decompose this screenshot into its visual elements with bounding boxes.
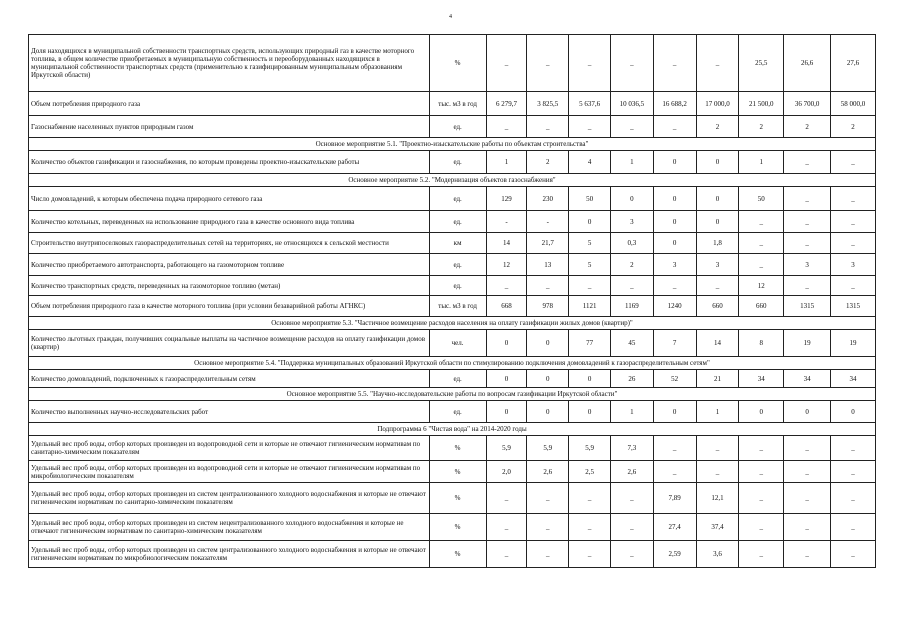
value-cell: -	[486, 211, 527, 233]
value-cell: _	[739, 541, 784, 568]
table-row	[29, 514, 876, 541]
value-cell: 21 500,0	[739, 92, 784, 116]
value-cell: _	[569, 514, 611, 541]
value-cell: 978	[527, 296, 569, 317]
section-title: Основное мероприятие 5.3. "Частичное возмещение расходов населения на оплату газификации жилых домов (квартир)"	[29, 317, 876, 330]
value-cell: _	[569, 483, 611, 514]
value-cell: 13	[527, 254, 569, 276]
value-cell: 6 279,7	[486, 92, 527, 116]
value-cell: _	[527, 276, 569, 296]
section-title: Основное мероприятие 5.5. "Научно-исследовательские работы по вопросам газификации Иркутской области"	[29, 388, 876, 401]
value-cell: _	[653, 276, 696, 296]
unit-cell: %	[429, 541, 486, 568]
section-title: Основное мероприятие 5.2. "Модернизация объектов газоснабжения"	[29, 174, 876, 187]
value-cell: 0	[696, 211, 739, 233]
value-cell: 14	[696, 330, 739, 357]
value-cell: 1	[610, 401, 653, 423]
value-cell: _	[610, 514, 653, 541]
value-cell: 27,6	[831, 35, 876, 92]
indicator-name: Количество объектов газификации и газоснабжения, по которым проведены проектно-изыскательские работы	[29, 151, 430, 174]
value-cell: 2	[739, 116, 784, 138]
value-cell: 5	[569, 254, 611, 276]
section-row	[29, 317, 876, 330]
table-row	[29, 276, 876, 296]
value-cell: 2,0	[486, 461, 527, 483]
value-cell: 26	[610, 370, 653, 388]
value-cell: _	[784, 187, 831, 211]
value-cell: 34	[784, 370, 831, 388]
value-cell: 21,7	[527, 233, 569, 254]
value-cell: 2,6	[527, 461, 569, 483]
indicator-name: Количество льготных граждан, получивших социальные выплаты на частичное возмещение расходов на оплату газификации домов (квартир)	[29, 330, 430, 357]
value-cell: 2	[831, 116, 876, 138]
value-cell: 50	[739, 187, 784, 211]
value-cell: _	[831, 211, 876, 233]
value-cell: 0	[610, 187, 653, 211]
value-cell: 5,9	[569, 436, 611, 461]
indicator-name: Количество выполненных научно-исследовательских работ	[29, 401, 430, 423]
value-cell: 7,89	[653, 483, 696, 514]
value-cell: _	[486, 35, 527, 92]
value-cell: 58 000,0	[831, 92, 876, 116]
value-cell: _	[739, 461, 784, 483]
value-cell: 0	[527, 370, 569, 388]
unit-cell: ед.	[429, 151, 486, 174]
unit-cell: тыс. м3 в год	[429, 296, 486, 317]
value-cell: 1315	[784, 296, 831, 317]
value-cell: 1121	[569, 296, 611, 317]
value-cell: 0	[696, 151, 739, 174]
value-cell: 0	[569, 401, 611, 423]
unit-cell: %	[429, 35, 486, 92]
section-row	[29, 138, 876, 151]
unit-cell: %	[429, 461, 486, 483]
value-cell: 660	[696, 296, 739, 317]
value-cell: 0	[486, 370, 527, 388]
table-row	[29, 296, 876, 317]
value-cell: _	[569, 116, 611, 138]
value-cell: _	[831, 514, 876, 541]
value-cell: _	[696, 35, 739, 92]
value-cell: _	[610, 541, 653, 568]
value-cell: 0	[653, 233, 696, 254]
value-cell: 7	[653, 330, 696, 357]
value-cell: 3	[610, 211, 653, 233]
value-cell: 230	[527, 187, 569, 211]
value-cell: 3	[831, 254, 876, 276]
value-cell: 3 825,5	[527, 92, 569, 116]
value-cell: 1	[696, 401, 739, 423]
value-cell: _	[739, 254, 784, 276]
value-cell: 0	[653, 187, 696, 211]
indicators-table-wrapper	[28, 34, 876, 568]
value-cell: 1315	[831, 296, 876, 317]
indicators-table	[28, 34, 876, 568]
value-cell: _	[831, 483, 876, 514]
page-number: 4	[449, 14, 452, 20]
unit-cell: ед.	[429, 187, 486, 211]
value-cell: _	[486, 514, 527, 541]
value-cell: _	[653, 35, 696, 92]
unit-cell: чел.	[429, 330, 486, 357]
value-cell: _	[784, 461, 831, 483]
value-cell: 1	[739, 151, 784, 174]
indicator-name: Объем потребления природного газа в качестве моторного топлива (при условии безаварийной работы АГНКС)	[29, 296, 430, 317]
value-cell: 1240	[653, 296, 696, 317]
table-row	[29, 187, 876, 211]
value-cell: 3	[784, 254, 831, 276]
value-cell: _	[739, 514, 784, 541]
indicator-name: Газоснабжение населенных пунктов природным газом	[29, 116, 430, 138]
indicator-name: Количество домовладений, подключенных к газораспределительным сетям	[29, 370, 430, 388]
value-cell: _	[569, 276, 611, 296]
value-cell: 45	[610, 330, 653, 357]
value-cell: _	[784, 276, 831, 296]
value-cell: 0	[569, 211, 611, 233]
value-cell: 0	[739, 401, 784, 423]
value-cell: _	[653, 116, 696, 138]
value-cell: _	[486, 116, 527, 138]
value-cell: 1	[610, 151, 653, 174]
value-cell: 21	[696, 370, 739, 388]
unit-cell: тыс. м3 в год	[429, 92, 486, 116]
indicator-name: Количество приобретаемого автотранспорта, работающего на газомоторном топливе	[29, 254, 430, 276]
unit-cell: ед.	[429, 254, 486, 276]
value-cell: 26,6	[784, 35, 831, 92]
table-row	[29, 116, 876, 138]
table-row	[29, 151, 876, 174]
value-cell: _	[696, 436, 739, 461]
value-cell: 5 637,6	[569, 92, 611, 116]
value-cell: _	[527, 116, 569, 138]
value-cell: _	[569, 541, 611, 568]
indicator-name: Количество котельных, переведенных на использование природного газа в качестве основного вида топлива	[29, 211, 430, 233]
value-cell: 660	[739, 296, 784, 317]
value-cell: 34	[831, 370, 876, 388]
indicator-name: Доля находящихся в муниципальной собственности транспортных средств, использующих природный газ в качестве моторного топлива, в общем количестве приобретаемых в муниципальную собственность и переоборудованных находящихся в муниципальной собственности транспортных средств (применительно к газифицированным муниципальным образованиям Иркутской области)	[29, 35, 430, 92]
value-cell: 668	[486, 296, 527, 317]
value-cell: _	[739, 483, 784, 514]
table-row	[29, 370, 876, 388]
value-cell: _	[831, 187, 876, 211]
unit-cell: км	[429, 233, 486, 254]
indicator-name: Удельный вес проб воды, отбор которых произведен из систем централизованного холодного водоснабжения и которые не отвечают гигиеническим нормативам по санитарно-химическим показателям	[29, 483, 430, 514]
value-cell: 0,3	[610, 233, 653, 254]
value-cell: _	[831, 461, 876, 483]
value-cell: _	[653, 436, 696, 461]
value-cell: 19	[784, 330, 831, 357]
section-row	[29, 423, 876, 436]
value-cell: _	[610, 116, 653, 138]
value-cell: 129	[486, 187, 527, 211]
unit-cell: %	[429, 483, 486, 514]
value-cell: _	[610, 483, 653, 514]
value-cell: 1	[486, 151, 527, 174]
indicators-table-body	[29, 35, 876, 568]
section-row	[29, 388, 876, 401]
indicator-name: Удельный вес проб воды, отбор которых произведен из водопроводной сети и которые не отвечают гигиеническим нормативам по санитарно-химическим показателям	[29, 436, 430, 461]
indicator-name: Число домовладений, к которым обеспечена подача природного сетевого газа	[29, 187, 430, 211]
value-cell: 10 036,5	[610, 92, 653, 116]
value-cell: 25,5	[739, 35, 784, 92]
table-row	[29, 233, 876, 254]
value-cell: _	[784, 233, 831, 254]
value-cell: _	[610, 35, 653, 92]
section-row	[29, 174, 876, 187]
value-cell: _	[784, 211, 831, 233]
value-cell: 1169	[610, 296, 653, 317]
value-cell: 36 700,0	[784, 92, 831, 116]
value-cell: _	[831, 541, 876, 568]
value-cell: 0	[527, 401, 569, 423]
value-cell: _	[527, 35, 569, 92]
table-row	[29, 211, 876, 233]
value-cell: 34	[739, 370, 784, 388]
value-cell: -	[527, 211, 569, 233]
value-cell: _	[831, 151, 876, 174]
value-cell: _	[784, 541, 831, 568]
value-cell: 0	[653, 401, 696, 423]
value-cell: _	[831, 233, 876, 254]
indicator-name: Строительство внутрипоселковых газораспределительных сетей на территориях, не относящихся к сельской местности	[29, 233, 430, 254]
value-cell: 19	[831, 330, 876, 357]
value-cell: _	[784, 151, 831, 174]
value-cell: _	[831, 436, 876, 461]
table-row	[29, 254, 876, 276]
table-row	[29, 483, 876, 514]
value-cell: 2,5	[569, 461, 611, 483]
value-cell: _	[610, 276, 653, 296]
value-cell: _	[527, 541, 569, 568]
value-cell: _	[527, 483, 569, 514]
value-cell: 3	[653, 254, 696, 276]
value-cell: 0	[486, 330, 527, 357]
value-cell: 37,4	[696, 514, 739, 541]
value-cell: 0	[784, 401, 831, 423]
value-cell: 2	[527, 151, 569, 174]
value-cell: 16 688,2	[653, 92, 696, 116]
value-cell: 2	[696, 116, 739, 138]
table-row	[29, 92, 876, 116]
table-row	[29, 330, 876, 357]
table-row	[29, 35, 876, 92]
value-cell: 0	[831, 401, 876, 423]
value-cell: 14	[486, 233, 527, 254]
section-row	[29, 357, 876, 370]
unit-cell: %	[429, 514, 486, 541]
table-row	[29, 461, 876, 483]
table-row	[29, 401, 876, 423]
value-cell: 4	[569, 151, 611, 174]
unit-cell: ед.	[429, 116, 486, 138]
value-cell: 27,4	[653, 514, 696, 541]
table-row	[29, 436, 876, 461]
value-cell: 0	[486, 401, 527, 423]
value-cell: _	[739, 211, 784, 233]
value-cell: 17 000,0	[696, 92, 739, 116]
value-cell: 0	[653, 151, 696, 174]
table-row	[29, 541, 876, 568]
value-cell: 1,8	[696, 233, 739, 254]
indicator-name: Удельный вес проб воды, отбор которых произведен из водопроводной сети и которые не отвечают гигиеническим нормативам по микробиологическим показателям	[29, 461, 430, 483]
value-cell: 3	[696, 254, 739, 276]
indicator-name: Удельный вес проб воды, отбор которых произведен из систем нецентрализованного холодного водоснабжения и которые не отвечают гигиеническим нормативам по санитарно-химическим показателям	[29, 514, 430, 541]
unit-cell: ед.	[429, 276, 486, 296]
value-cell: 50	[569, 187, 611, 211]
value-cell: _	[739, 436, 784, 461]
value-cell: 2,6	[610, 461, 653, 483]
value-cell: 12	[486, 254, 527, 276]
indicator-name: Количество транспортных средств, переведенных на газомоторное топливо (метан)	[29, 276, 430, 296]
value-cell: 7,3	[610, 436, 653, 461]
value-cell: 0	[696, 187, 739, 211]
value-cell: _	[486, 276, 527, 296]
value-cell: 0	[653, 211, 696, 233]
section-title: Основное мероприятие 5.4. "Поддержка муниципальных образований Иркутской области по стимулированию подключения домовладений к газораспределительным сетям"	[29, 357, 876, 370]
value-cell: 2,59	[653, 541, 696, 568]
section-title: Подпрограмма 6 "Чистая вода" на 2014-2020 годы	[29, 423, 876, 436]
value-cell: 12	[739, 276, 784, 296]
unit-cell: ед.	[429, 370, 486, 388]
value-cell: _	[831, 276, 876, 296]
value-cell: _	[486, 541, 527, 568]
value-cell: _	[784, 436, 831, 461]
value-cell: _	[486, 483, 527, 514]
value-cell: 5	[569, 233, 611, 254]
value-cell: 5,9	[486, 436, 527, 461]
value-cell: 3,6	[696, 541, 739, 568]
value-cell: _	[527, 514, 569, 541]
indicator-name: Удельный вес проб воды, отбор которых произведен из систем централизованного холодного водоснабжения и которые не отвечают гигиеническим нормативам по микробиологическим показателям	[29, 541, 430, 568]
value-cell: _	[696, 276, 739, 296]
value-cell: 2	[610, 254, 653, 276]
value-cell: _	[653, 461, 696, 483]
value-cell: 5,9	[527, 436, 569, 461]
value-cell: _	[569, 35, 611, 92]
value-cell: _	[696, 461, 739, 483]
unit-cell: %	[429, 436, 486, 461]
value-cell: 2	[784, 116, 831, 138]
value-cell: 77	[569, 330, 611, 357]
unit-cell: ед.	[429, 211, 486, 233]
unit-cell: ед.	[429, 401, 486, 423]
value-cell: _	[784, 483, 831, 514]
value-cell: 52	[653, 370, 696, 388]
value-cell: 12,1	[696, 483, 739, 514]
indicator-name: Объем потребления природного газа	[29, 92, 430, 116]
section-title: Основное мероприятие 5.1. "Проектно-изыскательские работы по объектам строительства"	[29, 138, 876, 151]
value-cell: _	[784, 514, 831, 541]
value-cell: 0	[527, 330, 569, 357]
value-cell: _	[739, 233, 784, 254]
value-cell: 8	[739, 330, 784, 357]
value-cell: 0	[569, 370, 611, 388]
